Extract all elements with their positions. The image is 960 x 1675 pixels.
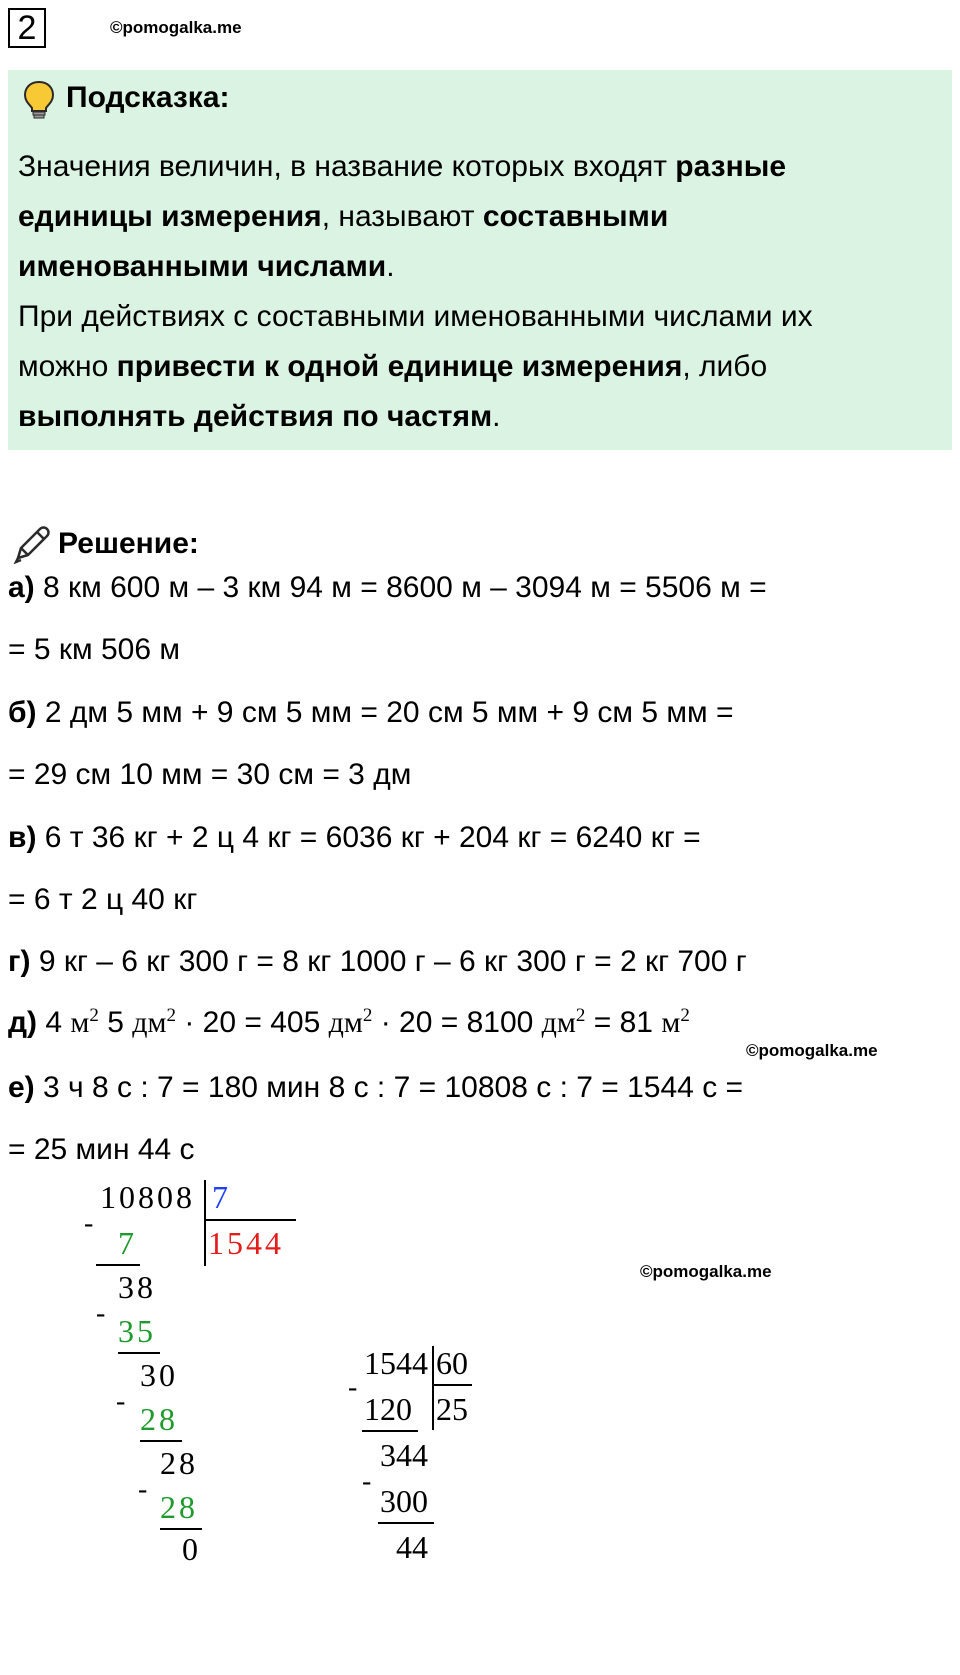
div1-step-5: 28 xyxy=(140,1401,178,1437)
div2-minus-2: - xyxy=(362,1466,372,1497)
hint-paragraph-1 xyxy=(18,142,938,292)
hint-text-run: . xyxy=(492,400,501,433)
div2-line-1 xyxy=(362,1430,418,1432)
div2-line-2 xyxy=(378,1522,434,1524)
solution-line-v2: = 6 т 2 ц 40 кг xyxy=(8,883,198,916)
hint-title-label: Подсказка: xyxy=(66,81,230,114)
solution-line-e2: = 25 мин 44 с xyxy=(8,1133,195,1166)
d-part-3: · 20 = 405 xyxy=(176,1006,329,1039)
solution-line-b1 xyxy=(8,693,733,733)
hint-text-run: Значения величин, в название которых входят xyxy=(18,150,676,183)
line-e1-text: 3 ч 8 с : 7 = 180 мин 8 с : 7 = 10808 с : 7 = 1544 с = xyxy=(34,1071,744,1104)
d-part-1: 4 xyxy=(45,1006,71,1039)
div2-remainder: 44 xyxy=(396,1529,428,1565)
label-v: в) xyxy=(8,821,37,854)
hint-text-run: При действиях с составными именованными числами их xyxy=(18,300,813,333)
d-part-4: · 20 = 8100 xyxy=(372,1006,542,1039)
div2-vertical-bar xyxy=(432,1346,434,1430)
div1-quotient: 1544 xyxy=(208,1225,284,1261)
hint-text-run: , либо xyxy=(682,350,768,383)
lightbulb-icon xyxy=(22,80,56,120)
d-unit-1: м xyxy=(70,1006,90,1039)
label-b: б) xyxy=(8,696,37,729)
hint-bold-run: привести к одной единице измерения xyxy=(116,350,683,383)
solution-line-b2: = 29 см 10 мм = 30 см = 3 дм xyxy=(8,758,412,791)
hint-bold-run: составными xyxy=(482,200,669,233)
div1-line-1 xyxy=(96,1264,140,1266)
hint-text-run: , называют xyxy=(321,200,483,233)
label-d: д) xyxy=(8,1006,38,1039)
hint-text-run: можно xyxy=(18,350,117,383)
div2-quotient: 25 xyxy=(436,1391,468,1427)
div1-remainder: 0 xyxy=(182,1531,201,1567)
div2-step-2: 344 xyxy=(380,1437,428,1473)
div1-minus-4: - xyxy=(138,1474,148,1505)
watermark-top: ©pomogalka.me xyxy=(110,18,242,37)
div1-line-4 xyxy=(160,1528,202,1530)
d-exp-5: 2 xyxy=(680,1005,690,1026)
line-b1-text: 2 дм 5 мм + 9 см 5 мм = 20 см 5 мм + 9 см 5 мм = xyxy=(36,696,734,729)
d-part-5: = 81 xyxy=(585,1006,662,1039)
d-unit-4: дм xyxy=(541,1006,576,1039)
div1-dividend: 10808 xyxy=(100,1179,195,1215)
div1-step-7: 28 xyxy=(160,1489,198,1525)
div1-step-6: 28 xyxy=(160,1445,198,1481)
hint-bold-run: единицы измерения xyxy=(18,200,322,233)
hint-paragraph-2 xyxy=(18,292,938,442)
div2-step-1: 120 xyxy=(364,1391,412,1427)
d-part-2: 5 xyxy=(98,1006,133,1039)
hint-title xyxy=(22,76,230,120)
solution-line-e1 xyxy=(8,1068,743,1108)
d-exp-2: 2 xyxy=(166,1005,177,1026)
div1-step-4: 30 xyxy=(140,1357,178,1393)
div2-minus-1: - xyxy=(348,1372,358,1403)
div1-minus-2: - xyxy=(96,1298,106,1329)
div2-divisor: 60 xyxy=(436,1345,468,1381)
solution-line-d1 xyxy=(8,1003,690,1043)
div1-divisor: 7 xyxy=(212,1179,231,1215)
d-exp-1: 2 xyxy=(89,1005,99,1026)
line-g1-text: 9 кг – 6 кг 300 г = 8 кг 1000 г – 6 кг 300 г = 2 кг 700 г xyxy=(30,945,747,978)
div1-quotient-bar xyxy=(204,1219,296,1221)
div2-quotient-bar xyxy=(432,1384,472,1386)
watermark-bottom: ©pomogalka.me xyxy=(640,1262,772,1281)
div2-dividend: 1544 xyxy=(364,1345,428,1381)
label-a: а) xyxy=(8,571,35,604)
solution-title-label: Решение: xyxy=(58,527,199,560)
label-g: г) xyxy=(8,945,31,978)
solution-line-g1 xyxy=(8,942,747,982)
d-exp-4: 2 xyxy=(575,1005,586,1026)
solution-line-a2: = 5 км 506 м xyxy=(8,633,180,666)
line-v1-text: 6 т 36 кг + 2 ц 4 кг = 6036 кг + 204 кг = 6240 кг = xyxy=(36,821,701,854)
d-exp-3: 2 xyxy=(362,1005,373,1026)
div1-minus-1: - xyxy=(84,1208,94,1239)
hint-text xyxy=(18,142,938,442)
solution-line-a1 xyxy=(8,568,767,608)
hint-bold-run: выполнять действия по частям xyxy=(18,400,493,433)
div1-minus-3: - xyxy=(116,1386,126,1417)
solution-line-v1 xyxy=(8,818,701,858)
div1-line-3 xyxy=(140,1440,182,1442)
pencil-icon xyxy=(12,524,50,564)
div1-step-1: 7 xyxy=(118,1225,137,1261)
solution-title xyxy=(12,522,199,566)
div2-step-3: 300 xyxy=(380,1483,428,1519)
label-e: е) xyxy=(8,1071,35,1104)
hint-text-run: . xyxy=(386,250,395,283)
line-a1-text: 8 км 600 м – 3 км 94 м = 8600 м – 3094 м = 5506 м = xyxy=(34,571,767,604)
hint-bold-run: разные xyxy=(675,150,787,183)
div1-step-2: 38 xyxy=(118,1269,156,1305)
task-number: 2 xyxy=(8,8,46,48)
div1-line-2 xyxy=(118,1352,160,1354)
hint-bold-run: именованными числами xyxy=(18,250,387,283)
d-unit-5: м xyxy=(661,1006,681,1039)
div1-vertical-bar xyxy=(204,1180,206,1266)
div1-step-3: 35 xyxy=(118,1313,156,1349)
d-unit-3: дм xyxy=(328,1006,363,1039)
d-unit-2: дм xyxy=(132,1006,167,1039)
watermark-middle: ©pomogalka.me xyxy=(746,1041,878,1060)
